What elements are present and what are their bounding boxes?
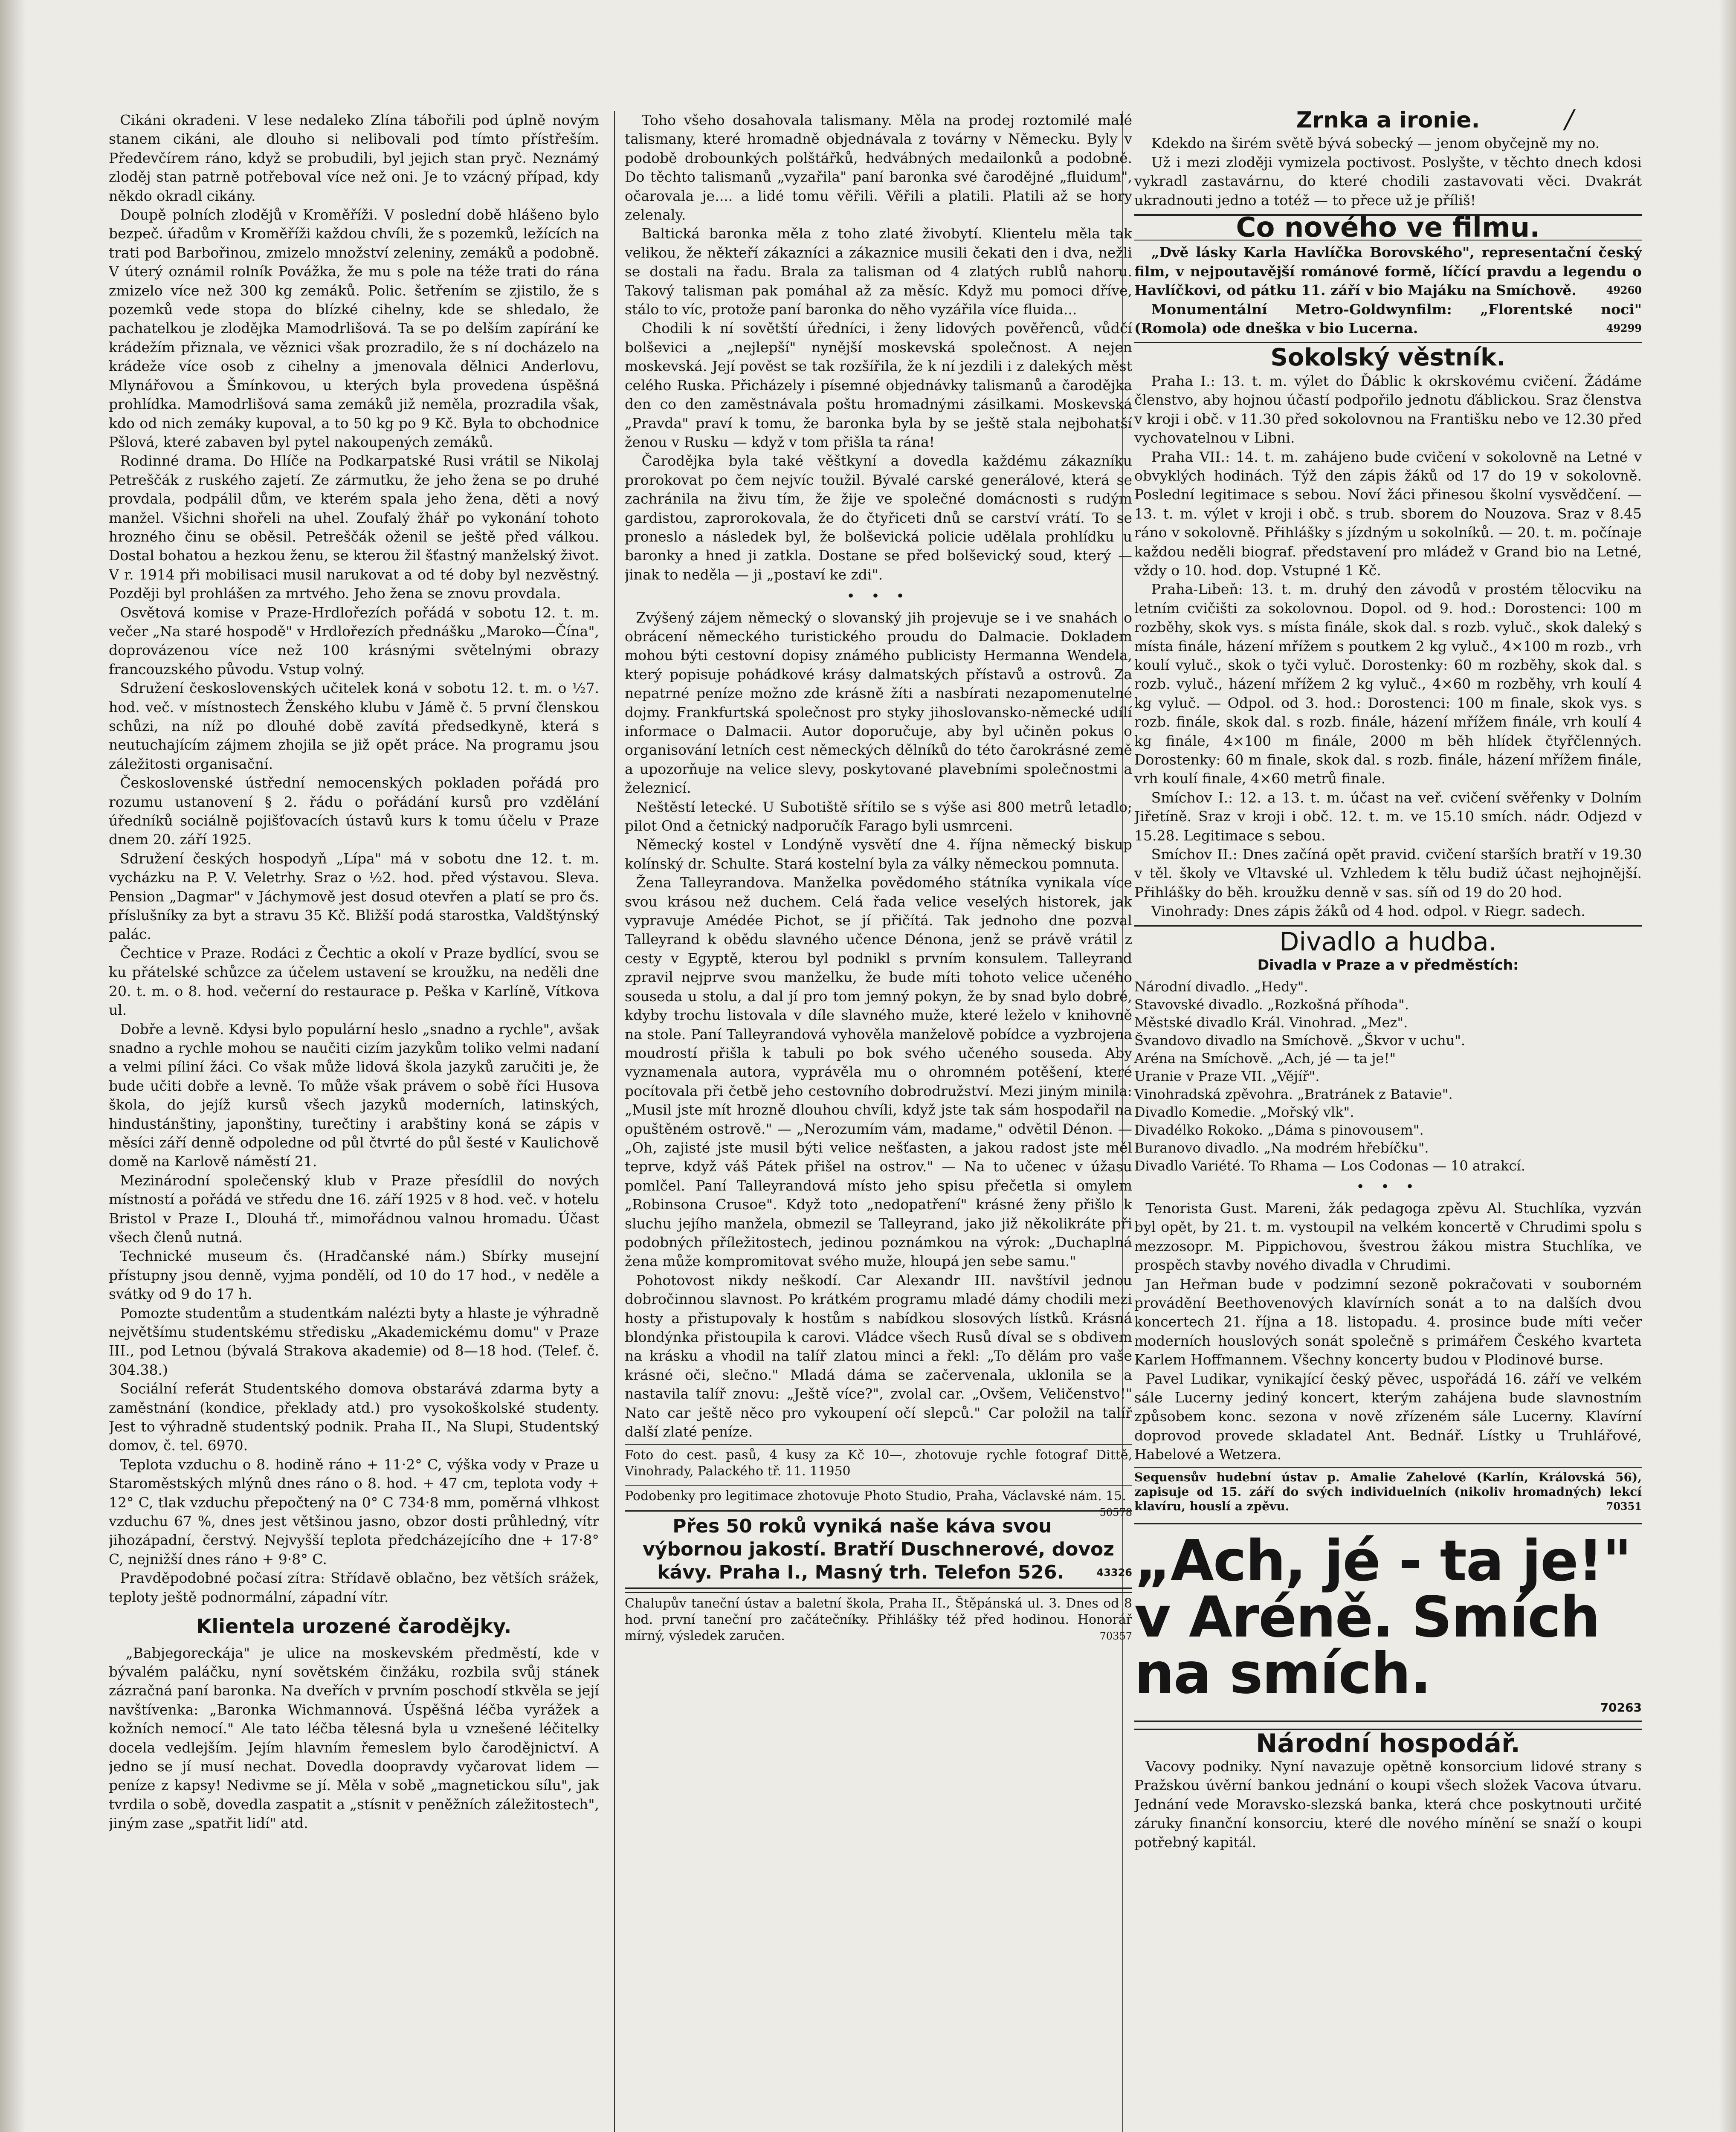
ad-headline: „Ach, jé - ta je!" v Aréně. Smích na smích. [1134,1528,1631,1706]
section-title-narodni: Národní hospodář. [1134,1729,1642,1753]
theatre-entry: Divadlo Variété. To Rhama — Los Codonas — 10 atrakcí. [1134,1158,1525,1174]
theatre-entry: Národní divadlo. „Hedy". [1134,979,1308,995]
column-rule [614,111,615,2132]
scan-edge-right [1719,0,1736,2132]
article-paragraph: Baltická baronka měla z toho zlaté živobytí. Klientelu měla tak velikou, že někteří zákazníci a zákaznice musili čekati den i dva, nežli se dostali na řadu. Brala za talisman od 4 zlatých rublů nahoru. Takový talisman pak pomáhal až za měsíc. Když mu pomoci dříve, stálo to víc, protože paní baronka do něho vyzářila více fluida... [625,225,1132,318]
news-item: Osvětová komise v Praze-Hrdlořezích pořádá v sobotu 12. t. m. večer „Na staré hospodě" v Hrdlořezích přednášku „Maroko—Čína", doprovázenou více než 100 krásnými světelnými obrazy francouzského původu. Vstup volný. [109,604,599,678]
news-item: Zvýšený zájem německý o slovanský jih projevuje se i ve snahách o obrácení německého turistického proudu do Dalmacie. Dokladem mohou býti cestovní dopisy známého publicisty Hermanna Wendela, který popisuje pohádkové krásy dalmatských přístavů a ostrovů. Za nepatrné peníze možno zde krásně žíti a nasbírati nezapomenutelné dojmy. Frankfurtská společnost pro styky jihoslovansko-německé udílí informace o Dalmacii. Autor doporučuje, aby byl učiněn pokus o organisování letních cest německých dělníků do této čarokrásné země a upozorňuje na velice slevy, poskytované plavebními společnostmi a železnicí. [625,609,1132,797]
section-title-sokol: Sokolský věstník. [1134,342,1642,367]
ad-number: 49260 [1606,284,1642,297]
scan-edge-left [0,0,26,2132]
theatre-entry: Divadélko Rokoko. „Dáma s pinovousem". [1134,1122,1424,1138]
article-paragraph: Čarodějka byla také věštkyní a dovedla každému zákazníku prorokovat po čem nejvíc toužil. Bývalé carské generálové, která se zachránila na živu tím, že žije ve společné domácnosti s rudým gardistou, zaprorokovala, že do čtyřiceti dnů se carství vrátí. To se proneslo a následek byl, že bolševická policie udělala prohlídku u baronky a hned ji zatkla. Dostane se před bolševický soud, který — jinak to neděla — ji „postaví ke zdi". [625,452,1132,583]
music-item: Tenorista Gust. Mareni, žák pedagoga zpěvu Al. Stuchlíka, vyzván byl opět, by 21. t. m. vystoupil na velkém koncertě v Chrudimi spolu s mezzosopr. M. Pippichovou, švestrou žákou mistra Stuchlíka, ve prospěch stavby nového divadla v Chrudimi. [1134,1199,1642,1274]
weather-forecast: Pravděpodobné počasí zítra: Střídavě oblačno, bez větších srážek, teploty ještě podnormální, západní vítr. [109,1570,599,1605]
news-item: Mezinárodní společenský klub v Praze přesídlil do nových místností a pořádá ve středu dne 16. září 1925 v 8 hod. več. v hotelu Bristol v Praze I., Dlouhá tř., mimořádnou valnou hromadu. Účast všech členů nutná. [109,1172,599,1246]
sokol-item: Praha-Libeň: 13. t. m. druhý den závodů v prostém tělocviku na letním cvičišti za sokolovnou. Dopol. od 9. hod.: Dorostenci: 100 m rozběhy, skok vys. s místa finále, skok dal. s rozb. vyluč., skok daleký s místa finále, házení mřížem s poutkem 2 kg vyluč., 4×100 m rozb., vrh koulí vyluč., skok o tyči vyluč. Dorostenky: 60 m rozběhy, skok dal. s rozb. vyluč., házení mřížem 2 kg vyluč., 4×60 m rozběhy, vrh koulí 4 kg vyluč. — Odpol. od 3. hod.: Dorostenci: 100 m finale, skok vys. s rozb. finále, skok dal. s rozb. finále, házení mřížem finále, vrh koulí 4 kg finále, 4×100 m finále, 2000 m běh hlídek čtyřčlenných. Dorostenky: 60 m finale, skok dal. s rozb. finále, házení mřížem finále, vrh koulí finale, 4×60 metrů finale. [1134,581,1642,787]
theatre-entry: Městské divadlo Král. Vinohrad. „Mez". [1134,1014,1408,1031]
ad-number: 70263 [1600,1700,1642,1715]
news-item: Pohotovost nikdy neškodí. Car Alexandr III. navštívil jednou dobročinnou slavnost. Po krátkém programu mladé dámy chodili mezi hosty a přistupovaly k hostům s nabídkou slosových lístků. Krásná blondýnka přistoupila k carovi. Vládce všech Rusů díval se s obdivem na krásku a vhodil na talíř zlatou minci a řekl: „To dělám pro vaše krásné oči, slečno." Mladá dáma se začervenala, uklonila se a nastavila talíř znovu: „Ještě více?", zvolal car. „Ovšem, Veličenstvo!" Nato car ještě něco pro vykoupení očí slepců." Car položil na talíř další zlaté peníze. [625,1272,1132,1440]
advertisement-photo-studio [625,1485,1132,1519]
theatre-entry: Divadlo Komedie. „Mořský vlk". [1134,1104,1354,1121]
music-item: Jan Heřman bude v podzimní sezoně pokračovati v souborném provádění Beethovenových klavírních sonát a to na dalších dvou koncertech 21. října a 18. listopadu. 4. prosince bude míti večer moderních houslových sonát společně s primářem Českého kvarteta Karlem Hoffmannem. Všechny koncerty budou v Plodinové burse. [1134,1275,1642,1368]
separator: • • • [1356,1178,1420,1195]
theatre-entry: Švandovo divadlo na Smíchově. „Škvor v uchu". [1134,1032,1466,1049]
page-mark: / [1565,104,1574,134]
news-item: Sdružení československých učitelek koná v sobotu 12. t. m. o ½7. hod. več. v místnostech Ženského klubu v Jámě č. 5 první členskou schůzi, na níž po dlouhé době zavítá předsedkyně, která s neutuchajícím zájmem zhojila se již opět práce. Na programu jsou záležitosti organisační. [109,680,599,772]
sokol-item: Smíchov II.: Dnes začíná opět pravid. cvičení starších bratří v 19.30 v těl. školy ve Vltavské ul. Vzhledem k tělu budiž účast nejhojnější. Přihlášky do běh. kroužku denně v sas. síň od 19 do 20 hod. [1134,846,1642,901]
ad-number: 70351 [1606,1500,1642,1512]
economy-item: Vacovy podniky. Nyní navazuje opětně konsorcium lidové strany s Pražskou úvěrní bankou jednání o koupi všech složek Vacova útvaru. Jednání vede Moravsko-slezská banka, která chce poskytnouti určité záruky finanční konsorciu, které dle nového mínění se snaží o koupi potřebný kapitál. [1134,1758,1642,1851]
column-2 [625,111,1132,2132]
sokol-item: Smíchov I.: 12. a 13. t. m. účast na veř. cvičení svěřenky v Dolním Jiřetíně. Sraz v kroji i obč. 12. t. m. ve 15.10 smích. nádr. Odjezd v 15.28. Legitimace s sebou. [1134,789,1642,844]
article-paragraph: Chodili k ní sovětští úředníci, i ženy lidových pověřenců, vůdčí bolševici a „nejlepší" nynější moskevská společnost. A nejen moskevská. Její pověst se tak rozšířila, že k ní jezdili i z dalekých měst celého Ruska. Přicházely i písemné objednávky talismanů a čarodějka den co den zaměstnávala poštu hromadnými zásilkami. Moskevská „Pravda" praví k tomu, že baronka byla by se ještě stala nejbohatší ženou v Rusku — když v tom přišla ta rána! [625,320,1132,450]
ad-number: 70357 [1099,1630,1132,1642]
section-subtitle: Divadla v Praze a v předměstích: [1257,956,1519,973]
column-3 [1134,111,1642,2132]
theatre-entry: Uranie v Praze VII. „Vějíř". [1134,1068,1320,1085]
theatre-entry: Aréna na Smíchově. „Ach, jé — ta je!" [1134,1050,1396,1067]
article-headline: Klientela urozené čarodějky. [196,1615,512,1638]
sokol-item: Praha I.: 13. t. m. výlet do Ďáblic k okrskovému cvičení. Žádáme členstvo, aby hojnou účastí podpořilo jednotu ďáblickou. Sraz členstva v kroji i obč. v 11.30 před sokolovnou na Františku nebo ve 12.30 před vychovatelnou v Libni. [1134,372,1642,446]
ad-number: 43326 [1096,1567,1132,1579]
theatre-entry: Vinohradská zpěvohra. „Bratránek z Batavie". [1134,1086,1453,1103]
advertisement-arena [1134,1523,1642,1722]
theatre-entry: Stavovské divadlo. „Rozkošná příhoda". [1134,996,1409,1013]
zrnka-item: Už i mezi zloději vymizela poctivost. Poslyšte, v těchto dnech kdosi vykradl zastavárnu, do které chodili zastavovati věci. Dvakrát ukradnouti jedno a totéž — to přece už je příliš! [1134,154,1642,209]
advertisement-dance-school [625,1592,1132,1647]
sokol-item: Praha VII.: 14. t. m. zahájeno bude cvičení v sokolovně na Letné v obvyklých hodinách. Týž den zápis žáků od 17 do 19 v sokolovně. Poslední legitimace s sebou. Noví žáci přinesou školní vysvědčení. — 13. t. m. výlet v kroji i obč. s trub. sborem do Nouzova. Sraz v 8.45 ráno v sokolovně. Přihlášky s jízdným u sokolníků. — 20. t. m. počínaje každou neděli biograf. představení pro mládež v Grand bio na Letné, vždy o 10. hod. dop. Vstupné 1 Kč. [1134,448,1642,579]
news-item: Pomozte studentům a studentkám nalézti byty a hlaste je výhradně největšímu studentskému středisku „Akademickému domu" v Praze III., pod Letnou (bývalá Strakova akademie) od 8—18 hod. (Telef. č. 304.38.) [109,1304,599,1378]
news-item: Sdružení českých hospodyň „Lípa" má v sobotu dne 12. t. m. vycházku na P. V. Veletrhy. Sraz o ½2. hod. před výstavou. Sleva. Pension „Dagmar" v Jáchymově jest dosud otevřen a platí se pro čs. příslušníky za byt a stravu 35 Kč. Bližší podá starostka, Valdštýnský palác. [109,850,599,943]
ad-number: 49299 [1606,322,1642,335]
news-item: Dobře a levně. Kdysi bylo populární heslo „snadno a rychle", avšak snadno a rychle mohou se naučiti cizím jazykům toliko velmi nadaní a velmi píliní žáci. Co však může lidová škola jazyků zaručiti je, že bude učiti dobře a levně. To může však právem o sobě říci Husova škola, do jejíž kursů všech jazyků moderních, latinských, hindustánštiny, japonštiny, turečtiny i arabštiny koná se zápis v měsíci září denně odpoledne od půl čtvrté do půl šesté v Kaulichově domě na Karlově náměstí 21. [109,1020,599,1170]
film-text: „Dvě lásky Karla Havlíčka Borovského", representační český film, v nejpoutavější románové formě, líčící pravdu a legendu o Havlíčkovi, od pátku 11. září v bio Majáku na Smíchově. [1134,244,1642,299]
weather-report: Teplota vzduchu o 8. hodině ráno + 11·2° C, výška vody v Praze u Staroměstských mlýnů dnes ráno o 8. hod. + 47 cm, teplota vody + 12° C, tlak vzduchu přepočtený na 0° C 734·8 mm, poměrná vlhkost vzduchu 67 %, dnes jest většinou jasno, obzor dosti průhledný, vítr jihozápadní, čerstvý. Nejvyšší teplota předcházejícího dne + 17·8° C, nejnižší dnes ráno + 9·8° C. [109,1456,599,1567]
advertisement-music-school [1134,1467,1642,1516]
section-title-film: Co nového ve filmu. [1134,214,1642,240]
section-title-zrnka: Zrnka a ironie. [1296,111,1480,133]
ad-text: Chalupův taneční ústav a baletní škola, Praha II., Štěpánská ul. 3. Dnes od 8 hod. první taneční pro začátečníky. Přihlášky též před hodinou. Honorář mírný, výsledek zaručen. [625,1596,1132,1644]
article-paragraph: „Babjegoreckája" je ulice na moskevském předměstí, kde v bývalém paláčku, nyní sovětském činžáku, rozbila svůj stánek zázračná paní baronka. Na dveřích v prvním poschodí stkvěla se její navštívenka: „Baronka Wichmannová. Úspěšná léčba vyrážek a kožních nemocí." Ale tato léčba tělesná byla u vznešené léčitelky docela vedlejším. Jejím hlavním řemeslem bylo čarodějnictví. A jedno se jí musí nechat. Dovedla doopravdy vyčarovat lidem — peníze z kapsy! Nedivme se jí. Měla v sobě „magnetickou sílu", jak tvrdila o sobě, dovedla zaspatit a „stísnit v peněžních záležitostech", jiným zase „spatřit lidí" atd. [109,1644,599,1832]
ad-text: Podobenky pro legitimace zhotovuje Photo Studio, Praha, Václavské nám. 15. [625,1489,1126,1504]
column-1 [109,111,599,2132]
news-item: Rodinné drama. Do Hlíče na Podkarpatské Rusi vrátil se Nikolaj Petreščák z ruského zajetí. Ze zármutku, že jeho žena se po druhé provdala, podpálil dům, ve kterém spala jeho žena, děti a nový manžel. Všichni shořeli na uhel. Zoufalý žhář po vykonání tohoto hrozného činu se oběsil. Petreščák oženil se ještě před válkou. Dostal bohatou a hezkou ženu, se kterou žil šťastný manželský život. V r. 1914 při mobilisaci musil narukovat a od té doby byl nezvěstný. Později byl prohlášen za mrtvého. Jeho žena se znovu provdala. [109,452,599,602]
theatre-list [1134,978,1642,1175]
news-item: Žena Talleyrandova. Manželka povědomého státníka vynikala více svou krásou než duchem. Celá řada velice veselých historek, jak vypravuje Amédée Pichot, se jí přičítá. Tak jednoho dne pozval Talleyrand k obědu slavného učence Dénona, jenž se právě vrátil z cesty v Egyptě, kterou byl podnikl s prvním konsulem. Talleyrand zpravil nejprve svou manželku, že bude míti tohoto velice učeného souseda u stolu, a dal jí pro tom jemný pokyn, že by snad bylo dobré, kdyby trochu listovala v díle slavného muže, které leželo v knihovně na stole. Paní Talleyrandová vyhověla manželově pobídce a vyzbrojena moudrostí přišla k tabuli po bok svého učeného souseda. Aby vyznamenala autora, vyprávěla mu o ohromném potěšení, které pocítovala při četbě jeho cestovního dobrodružství. Mezi jiným minila: „Musil jste mít hrozně dlouhou chvíli, když jste tak sám hospodařil na opuštěném ostrově." — „Nerozumím vám, madame," odvětil Dénon. — „Oh, zajisté jste musil býti velice nešťasten, a jakou radost jste měl teprve, když váš Pátek přišel na ostrov." — Na to učenec v úžasu pomlčel. Paní Talleyrandová místo jeho spisu přečetla si omylem „Robinsona Crusoe". Když toto „nedopatření" krásné ženy přišlo k sluchu jejího manžela, obmezil se Talleyrand, jako již několikráte při podobných příležitostech, jedinou poznámkou na výrok: „Duchaplná žena může kompromitovat svého muže, hloupá jen sebe samu." [625,874,1132,1270]
news-item: Československé ústřední nemocenských pokladen pořádá pro rozumu ustanovení § 2. řádu o pořádání kursů pro vzdělání úředníků sociálně pojišťovacích ústavů kurs k tomu účelu v Praze dnem 20. září 1925. [109,774,599,848]
film-item [1134,243,1642,300]
news-item: Sociální referát Studentského domova obstarává zdarma byty a zaměstnání (kondice, překlady atd.) pro vysokoškolské studenty. Jest to výhradně studentský podnik. Praha II., Na Slupi, Studentský domov, č. tel. 6970. [109,1380,599,1454]
section-title-divadlo: Divadlo a hudba. [1134,925,1642,951]
news-item: Čechtice v Praze. Rodáci z Čechtic a okolí v Praze bydlící, svou se ku přátelské schůzce za účelem ustavení se kroužku, na neděli dne 20. t. m. o 8. hod. večerní do restaurace p. Peška v Karlíně, Vítkova ul. [109,944,599,1019]
sokol-item: Vinohrady: Dnes zápis žáků od 4 hod. odpol. v Riegr. sadech. [1151,903,1585,920]
news-item: Německý kostel v Londýně vysvětí dne 4. října německý biskup kolínský dr. Schulte. Stará kostelní byla za války německou pomnuta. [625,836,1132,872]
ad-text: Sequensův hudební ústav p. Amalie Zahelové (Karlín, Královská 56), zapisuje od 15. září do svých individuelních (nikoliv hromadných) lekcí klavíru, houslí a zpěvu. [1134,1470,1642,1513]
advertisement-coffee [625,1510,1132,1589]
news-item: Neštěstí letecké. U Subotiště sřítilo se s výše asi 800 metrů letadlo; pilot Ond a četnický nadporučík Farago byli usmrceni. [625,798,1132,834]
film-text: Monumentální Metro-Goldwynfilm: „Florentské noci" (Romola) ode dneška v bio Lucerna. [1134,301,1642,337]
news-item: Doupě polních zlodějů v Kroměříži. V poslední době hlášeno bylo bezpeč. úřadům v Kroměříži každou chvíli, že s pozemků, ležících na trati pod Barbořinou, zmizelo množství zeleniny, zemáků a podobně. V úterý oznámil rolník Povážka, že mu s pole na téže trati do rána zmizelo více než 300 kg zemáků. Polic. šetřením se zjistilo, že s pozemků vede stopa do blízké cihelny, kde se shledalo, že pachatelkou je zlodějka Mamodrlišová. Ta se po delším zapírání ke krádežím přiznala, ve věznici však prozradilo, že s ní docházelo na krádeže více osob z cihelny a jmenovala dělnici Anderlovu, Mlynářovou a Šmínkovou, u kterých byla provedena úspěšná prohlídka. Mamodrlišová sama zemáků již neměla, prozradila však, kdo od nich zemáky kupoval, a to 50 kg po 9 Kč. Byla to obchodnice Pšlová, které zabaven byl pytel nakoupených zemáků. [109,206,599,450]
theatre-entry: Buranovo divadlo. „Na modrém hřebíčku". [1134,1140,1429,1156]
advertisement-photo [625,1444,1132,1482]
zrnka-item: Kdekdo na širém světě bývá sobecký — jenom obyčejně my no. [1151,135,1600,152]
music-item: Pavel Ludikar, vynikající český pěvec, uspořádá 16. září ve velkém sále Lucerny jediný koncert, kterým zahájena bude slavnostním způsobem konc. sezona v nově zřízeném sále Lucerny. Klavírní doprovod provede skladatel Ant. Bednář. Lístky u Truhlářové, Habelové a Wetzera. [1134,1370,1642,1463]
news-item: Technické museum čs. (Hradčanské nám.) Sbírky musejní přístupny jsou denně, vyjma pondělí, od 10 do 17 hod., v neděle a svátky od 9 do 17 h. [109,1248,599,1303]
news-item: Cikáni okradeni. V lese nedaleko Zlína tábořili pod úplně novým stanem cikáni, ale dlouho si nelibovali pod tímto přístřeším. Předevčírem ráno, když se probudili, byl jejich stan pryč. Neznámý zloděj stan patrně potřeboval více než oni. Je to vzácný případ, kdy někdo okradl cikány. [109,112,599,204]
ad-number: 50578 [1099,1506,1132,1519]
separator: • • • [846,588,910,605]
article-paragraph: Toho všeho dosahovala talismany. Měla na prodej roztomilé malé talismany, které hromadně objednávala z továrny v Německu. Byly v podobě drobounkých polštářků, hedvábných medailonků a podobně. Do těchto talismanů „vyzařila" paní baronka své čarodějné „fluidum", očarovala je.... a lidé tomu věřili. Věřili a platili. Platili až se hory zelenaly. [625,112,1132,223]
film-item [1134,300,1642,338]
ad-text: Přes 50 roků vyniká naše káva svou výbornou jakostí. Bratří Duschnerové, dovoz kávy. Praha I., Masný trh. Telefon 526. [643,1515,1114,1584]
ad-text: Foto do cest. pasů, 4 kusy za Kč 10—, zhotovuje rychle fotograf Dittě, Vinohrady, Palackého tř. 11. 11950 [625,1448,1132,1479]
